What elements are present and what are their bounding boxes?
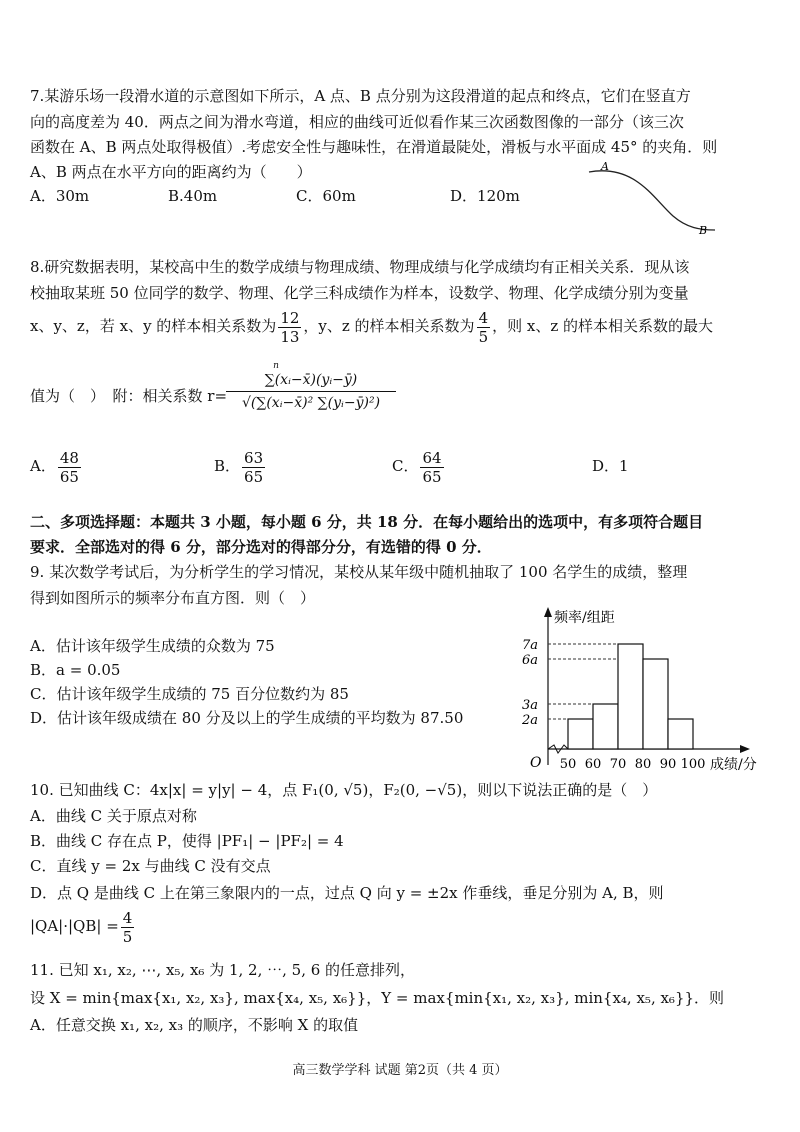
histogram-bar (568, 719, 593, 749)
frequency-histogram (518, 605, 780, 777)
q8-text: ，y、z 的样本相关系数为 (303, 317, 475, 335)
q10-option-d-tail: |QA|·|QB| = $\frac{4}{5}$ (30, 908, 133, 946)
q11-line: 设 X = min{max{x₁, x₂, x₃}, max{x₄, x₅, x₆}}，Y = max{min{x₁, x₂, x₃}, min{x₄, x₅, x₆}}．则 (30, 989, 725, 1007)
section-heading: 要求．全部选对的得 6 分，部分选对的得部分分，有选错的得 0 分． (30, 538, 492, 556)
x-tick-label: 60 (584, 757, 602, 772)
q10-line: 10. 已知曲线 C：4x|x| = y|y| − 4，点 F₁(0, √5)，F₂(0, −√5)，则以下说法正确的是（ ） (30, 781, 658, 799)
x-tick-label: 50 (559, 757, 577, 772)
q8-option-d: D．1 (592, 457, 629, 475)
histogram-bar (668, 719, 693, 749)
q7-line: A、B 两点在水平方向的距离约为（ ） (30, 163, 312, 181)
q7-line: 函数在 A、B 两点处取得极值）.考虑安全性与趣味性，在滑道最陡处，滑板与水平面成 45° 的夹角．则 (30, 138, 718, 156)
q7-option-b: B.40m (168, 187, 218, 205)
y-tick-label: 2a (522, 713, 539, 728)
q7-option-d: D．120m (450, 187, 520, 205)
x-tick-label: 100 (680, 757, 706, 772)
q8-text: x、y、z，若 x、y 的样本相关系数为 (30, 317, 277, 335)
page-footer: 高三数学学科 试题 第2页（共 4 页） (292, 1063, 508, 1078)
section-heading: 二、多项选择题：本题共 3 小题，每小题 6 分，共 18 分．在每小题给出的选项中，有多项符合题目 (30, 513, 704, 531)
q11-line: 11. 已知 x₁, x₂, ⋯, x₅, x₆ 为 1, 2, ⋯, 5, 6 的任意排列， (30, 961, 416, 979)
q10-option-d: D．点 Q 是曲线 C 上在第三象限内的一点，过点 Q 向 y = ±2x 作垂线，垂足分别为 A, B，则 (30, 884, 664, 902)
q8-text: ，则 x、z 的样本相关系数的最大 (492, 317, 714, 335)
y-tick-label: 3a (522, 698, 539, 713)
histogram-bar (618, 644, 643, 749)
y-tick-label: 7a (522, 638, 539, 653)
q10-option-c: C．直线 y = 2x 与曲线 C 没有交点 (30, 857, 271, 875)
point-b-label: B (699, 224, 708, 237)
q9-line: 得到如图所示的频率分布直方图．则（ ） (30, 589, 316, 607)
y-tick-label: 6a (522, 653, 539, 668)
x-tick-label: 70 (609, 757, 627, 772)
q8-line: 校抽取某班 50 位同学的数学、物理、化学三科成绩作为样本，设数学、物理、化学成绩分别为变量 (30, 284, 689, 302)
origin-label: O (530, 755, 542, 771)
q8-line (30, 306, 713, 346)
x-tick-label: 90 (659, 757, 677, 772)
correlation-formula: n ∑(xᵢ−x̄)(yᵢ−ȳ) √(∑(xᵢ−x̄)² ∑(yᵢ−ȳ)²) (226, 362, 396, 414)
x-tick-label: 80 (634, 757, 652, 772)
q7-option-a: A．30m (30, 187, 90, 205)
x-axis-arrow (740, 745, 750, 753)
histogram-bar (593, 704, 618, 749)
q9-option-c: C．估计该年级学生成绩的 75 百分位数约为 85 (30, 685, 349, 703)
q8-option-b: B． $\frac{63}{65}$ (214, 448, 264, 486)
q7-line: 向的高度差为 40．两点之间为滑水弯道，相应的曲线可近似看作某三次函数图像的一部分（该三次 (30, 113, 684, 131)
q11-option-a: A．任意交换 x₁, x₂, x₃ 的顺序，不影响 X 的取值 (30, 1016, 359, 1034)
q9-line: 9. 某次数学考试后，为分析学生的学习情况，某校从某年级中随机抽取了 100 名学生的成绩，整理 (30, 563, 688, 581)
q8-option-c: C． $\frac{64}{65}$ (392, 448, 442, 486)
x-axis-label: 成绩/分 (710, 757, 757, 773)
q8-line: 8.研究数据表明，某校高中生的数学成绩与物理成绩、物理成绩与化学成绩均有正相关关系．现从该 (30, 258, 690, 276)
histogram-bar (643, 659, 668, 749)
slide-curve (589, 171, 715, 230)
y-axis-arrow (544, 607, 552, 617)
q7-option-c: C．60m (296, 187, 356, 205)
q9-option-b: B．a = 0.05 (30, 661, 121, 679)
point-a-label: A (601, 160, 609, 173)
chart-title: 频率/组距 (554, 610, 615, 626)
q9-option-a: A．估计该年级学生成绩的众数为 75 (30, 637, 275, 655)
q10-option-b: B．曲线 C 存在点 P，使得 |PF₁| − |PF₂| = 4 (30, 832, 344, 850)
fraction: $\frac{12}{13}$ (280, 308, 300, 346)
slide-curve-figure (575, 158, 725, 240)
q8-option-a: A． $\frac{48}{65}$ (30, 448, 79, 486)
q9-option-d: D．估计该年级成绩在 80 分及以上的学生成绩的平均数为 87.50 (30, 709, 464, 727)
q7-line: 7.某游乐场一段滑水道的示意图如下所示，A 点、B 点分别为这段滑道的起点和终点，它们在竖直方 (30, 87, 691, 105)
fraction: $\frac{4}{5}$ (478, 308, 489, 346)
q10-option-a: A．曲线 C 关于原点对称 (30, 807, 197, 825)
q8-line: 值为（ ） 附：相关系数 r= (30, 387, 228, 405)
